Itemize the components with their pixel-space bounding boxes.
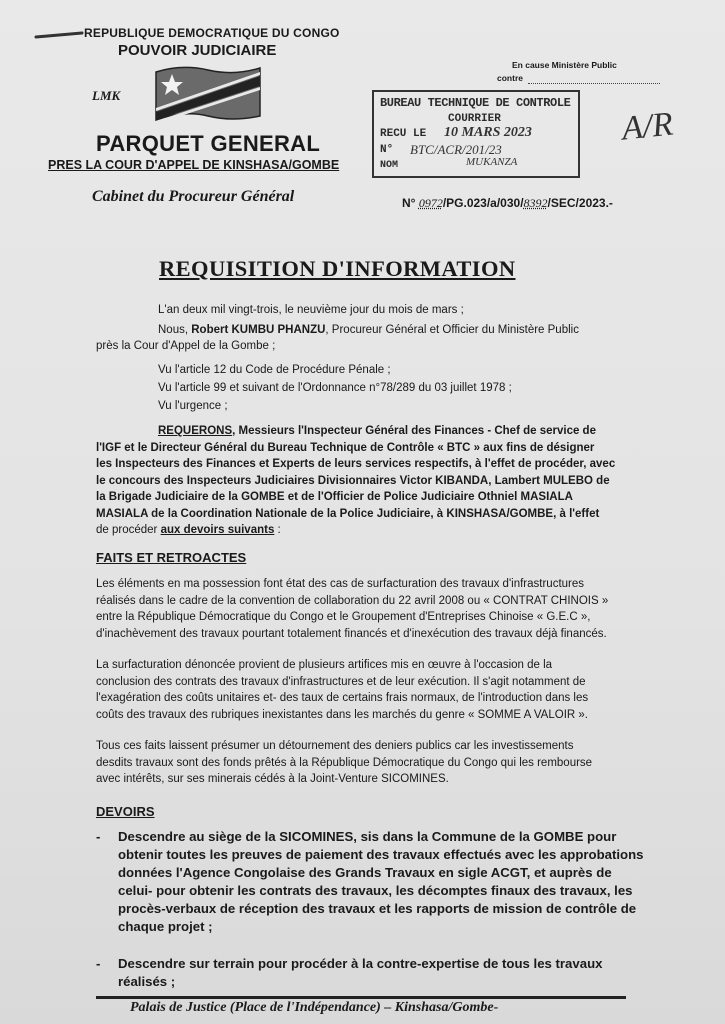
ref-prefix: N° [402,196,416,210]
devoir-1-line-4: celui- pour obtenir les contrats des travaux, les décomptes finaux des travaux, les [118,883,633,898]
cabinet-label: Cabinet du Procureur Général [92,188,295,205]
handwritten-annotation: A/R [620,105,675,148]
requerons-line-3: les Inspecteurs des Finances et Experts de leurs services respectifs, à l'effet de procéder, avec [96,458,616,470]
lmk-label: LMK [92,88,121,103]
devoir-1-line-2: obtenir toutes les preuves de paiement des travaux effectués avec les approbations [118,847,644,862]
stamp-recu-label: RECU LE [380,128,427,140]
document-title: REQUISITION D'INFORMATION [159,256,516,281]
drc-flag-icon [152,62,264,124]
faits-b2: conclusion des contrats des travaux d'infrastructures et de leur exécution. Il s'agit notamment de [96,675,586,688]
ref-mid: /PG.023/a/030/ [442,196,524,210]
devoir-2-line-2: réalisés ; [118,974,176,989]
requerons-line-2: l'IGF et le Directeur Général du Bureau Technique de Contrôle « BTC » aux fins de désigner [96,441,595,454]
intro-court: près la Cour d'Appel de la Gombe ; [96,340,276,352]
reception-stamp [372,90,580,178]
devoir-dash-1: - [96,829,101,844]
requerons-word: REQUERONS [158,425,233,437]
faits-b3: l'exagération des coûts unitaires et- des taux de certains frais normaux, de l'introduction dans les [96,692,589,704]
faits-paragraph-2 [96,657,696,723]
requerons-line-7a: de procéder [96,524,161,536]
en-cause-label: En cause Ministère Public [512,60,617,70]
requerons-line-4: le concours des Inspecteurs Judiciaires Divisionnaires Victor KIBANDA, Lambert MULEBO de [96,474,610,487]
requerons-line-6: MASIALA de la Coordination Nationale de la Police Judiciaire, à KINSHASA/GOMBE, à l'effet [96,507,600,520]
pen-stroke-mark [34,30,84,40]
faits-heading: FAITS ET RETROACTES [96,550,247,565]
judicial-power: POUVOIR JUDICIAIRE [118,42,277,59]
faits-a2: réalisés dans le cadre de la convention de collaboration du 22 avril 2008 ou « CONTRAT CHINOIS » [96,594,609,607]
contre-dotted-line [528,83,660,84]
faits-paragraph-1 [96,576,696,642]
republic-name: REPUBLIQUE DEMOCRATIQUE DU CONGO [84,26,340,40]
stamp-courrier: COURRIER [448,113,501,125]
ref-suffix: /SEC/2023.- [547,196,613,210]
devoirs-suivants: aux devoirs suivants [160,524,275,536]
requerons-line-1: , Messieurs l'Inspecteur Général des Finances - Chef de service de [232,425,596,437]
footer-address: Palais de Justice (Place de l'Indépendance) – Kinshasa/Gombe- [130,1000,499,1015]
devoir-item-1 [96,828,698,936]
faits-b4: coûts des travaux des rubriques inexistantes dans les marchés du genre « SOMME A VALOIR ». [96,708,588,721]
devoir-dash-2: - [96,956,101,971]
ref-number-2: 8392 [523,196,548,210]
intro-nous-a: Nous, [158,324,192,336]
faits-paragraph-3 [96,738,696,788]
footer-rule [96,996,626,999]
requerons-line-5: la Brigade Judiciaire de la GOMBE et de l'Officier de Police Judiciaire Othniel MASIALA [96,491,573,503]
faits-c1: Tous ces faits laissent présumer un détournement des deniers publics car les investissements [96,740,574,752]
faits-a3: entre la République Démocratique du Congo et le Groupement d'Entreprises Chinoise « G.E.C », [96,611,591,623]
vu-urgence: Vu l'urgence ; [158,400,228,412]
stamp-no-label: N° [380,144,394,156]
devoir-1-line-5: procès-verbaux de réception des travaux et les rapports de mission de contrôle de [118,901,637,916]
vu-article-12: Vu l'article 12 du Code de Procédure Pénale ; [158,364,391,376]
devoir-2-line-1: Descendre sur terrain pour procéder à la contre-expertise de tous les travaux [118,956,603,971]
devoir-item-2 [96,955,698,991]
stamp-no-value: BTC/ACR/201/23 [410,142,502,157]
faits-c2: desdits travaux sont des fonds prêtés à la République Démocratique du Congo qui les rembourse [96,756,593,769]
contre-label: contre [497,73,523,83]
stamp-recu-value: 10 MARS 2023 [444,125,532,140]
intro-nous-c: , Procureur Général et Officier du Ministère Public [325,324,579,336]
court-name: PRES LA COUR D'APPEL DE KINSHASA/GOMBE [48,158,340,172]
requerons-line-7c: : [274,524,281,536]
prosecutor-name: Robert KUMBU PHANZU [191,324,326,336]
intro-date: L'an deux mil vingt-trois, le neuvième jour du mois de mars ; [158,304,464,316]
ref-number: 0972 [418,196,443,210]
faits-b1: La surfacturation dénoncée provient de plusieurs artifices mis en œuvre à l'occasion de la [96,659,553,671]
requerons-paragraph [96,423,696,539]
intro-nous [158,322,688,339]
stamp-bureau: BUREAU TECHNIQUE DE CONTROLE [380,96,571,110]
faits-c3: avec intérêts, sur ses minerais cédés à la Joint-Venture SICOMINES. [96,773,449,785]
faits-a1: Les éléments en ma possession font état des cas de surfacturation des travaux d'infrastructures [96,578,585,590]
devoir-1-line-1: Descendre au siège de la SICOMINES, sis dans la Commune de la GOMBE pour [118,829,617,844]
devoirs-heading: DEVOIRS [96,804,155,819]
parquet-general-title: PARQUET GENERAL [96,131,321,156]
devoir-1-line-6: chaque projet ; [118,919,213,934]
stamp-nom-label: NOM [380,160,399,171]
faits-a4: d'inachèvement des travaux pourtant totalement financés et d'inexécution des travaux déjà financés. [96,627,607,640]
reference-number [402,196,613,211]
vu-article-99: Vu l'article 99 et suivant de l'Ordonnance n°78/289 du 03 juillet 1978 ; [158,382,512,394]
devoir-1-line-3: données l'Agence Congolaise des Grands Travaux en sigle ACGT, et auprès de [118,865,612,880]
stamp-nom-value: MUKANZA [466,156,518,168]
